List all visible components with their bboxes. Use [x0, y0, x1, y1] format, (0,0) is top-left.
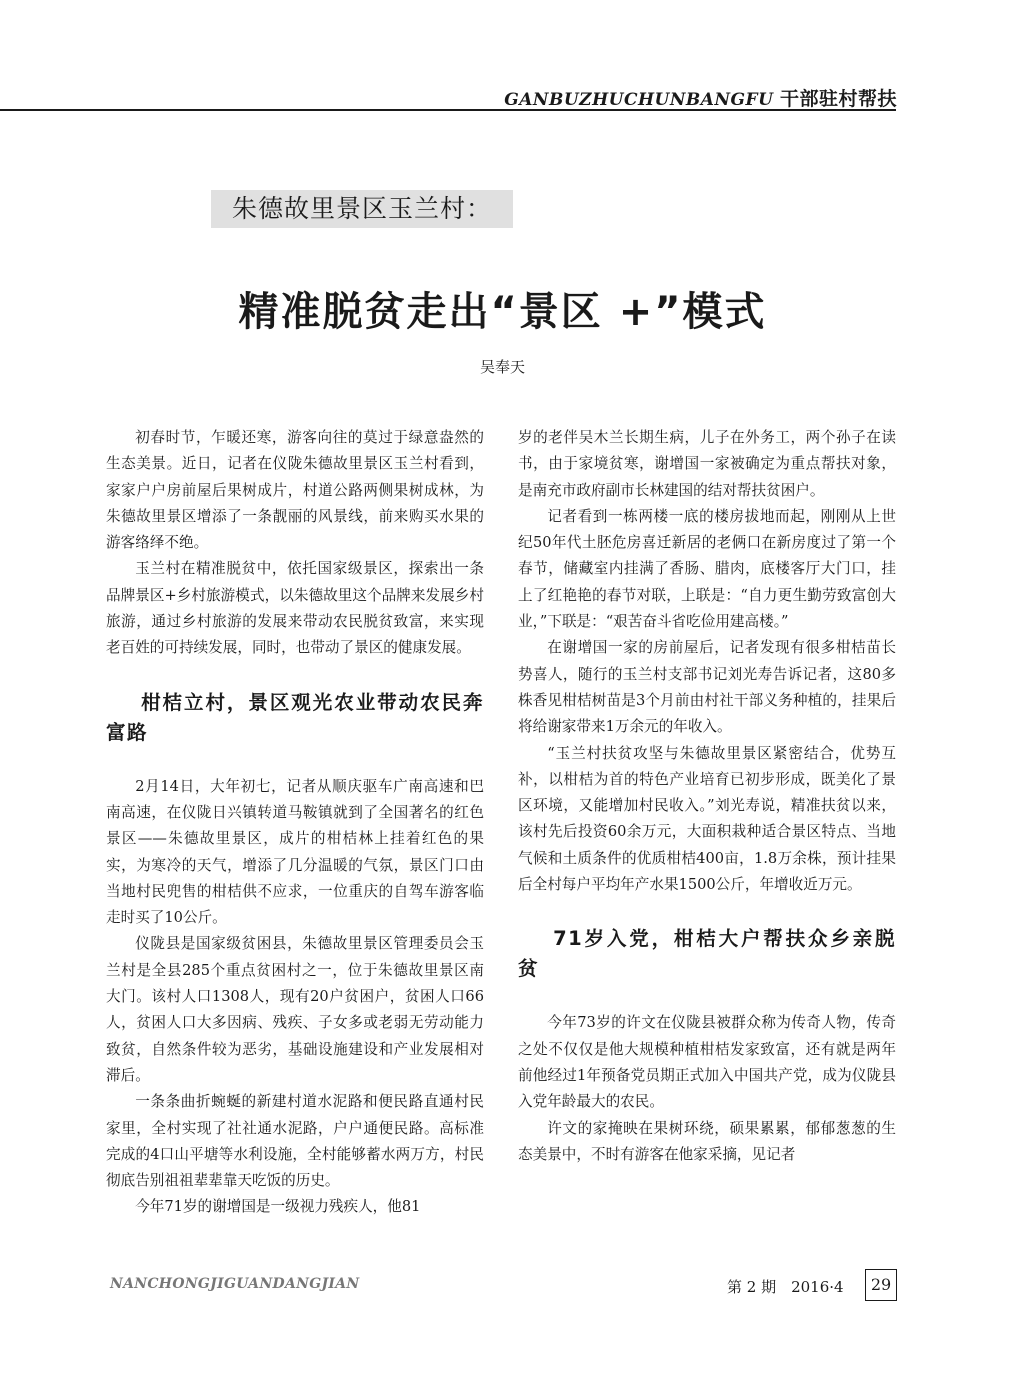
header-latin: GANBUZHUCHUNBANGFU — [504, 90, 774, 110]
section-heading: 柑桔立村，景区观光农业带动农民奔富路 — [106, 690, 484, 744]
footer-journal: NANCHONGJIGUANDANGJIAN — [110, 1276, 360, 1292]
paragraph: 在谢增国一家的房前屋后，记者发现有很多柑桔苗长势喜人，随行的玉兰村支部书记刘光寿告诉记者，这80多株香见柑桔树苗是3个月前由村社干部义务种植的，挂果后将给谢家带来1万余元的年收入。 — [518, 639, 896, 736]
article-title: 精准脱贫走出“景区 +”模式 — [238, 289, 767, 335]
paragraph: 记者看到一栋两楼一底的楼房拔地而起，刚刚从上世纪50年代土胚危房喜迁新居的老俩口在新房度过了第一个春节，储藏室内挂满了香肠、腊肉，底楼客厅大门口，挂上了红艳艳的春节对联，上联是：“自力更生勤劳致富创大业，”下联是：“艰苦奋斗省吃俭用建高楼。” — [518, 507, 896, 631]
paragraph: 初春时节，乍暖还寒，游客向往的莫过于绿意盎然的生态美景。近日，记者在仪陇朱德故里景区玉兰村看到，家家户户房前屋后果树成片，村道公路两侧果树成林，为朱德故里景区增添了一条靓丽的风景线，前来购买水果的游客络绎不绝。 — [106, 429, 484, 552]
paragraph: 岁的老伴吴木兰长期生病，儿子在外务工，两个孙子在读书，由于家境贫寒，谢增国一家被确定为重点帮扶对象，是南充市政府副市长林建国的结对帮扶贫困户。 — [518, 429, 896, 499]
paragraph: 仪陇县是国家级贫困县，朱德故里景区管理委员会玉兰村是全县285个重点贫困村之一，位于朱德故里景区南大门。该村人口1308人，现有20户贫困户，贫困人口66人，贫困人口大多因病、残疾、子女多或老弱无劳动能力致贫，自然条件较为恶劣，基础设施建设和产业发展相对滞后。 — [106, 935, 484, 1084]
left-column — [106, 425, 484, 1221]
paragraph: 玉兰村在精准脱贫中，依托国家级景区，探索出一条品牌景区+乡村旅游模式，以朱德故里这个品牌来发展乡村旅游，通过乡村旅游的发展来带动农民脱贫致富，来实现老百姓的可持续发展，同时，也带动了景区的健康发展。 — [106, 560, 484, 657]
article-kicker: 朱德故里景区玉兰村： — [211, 190, 513, 228]
footer-issue: 第 2 期 2016·4 — [727, 1278, 844, 1296]
page-number: 29 — [865, 1269, 897, 1301]
paragraph: 许文的家掩映在果树环绕，硕果累累，郁郁葱葱的生态美景中，不时有游客在他家采摘，见记者 — [518, 1119, 896, 1163]
paragraph: 今年71岁的谢增国是一级视力残疾人，他81 — [135, 1198, 421, 1216]
header-section: 干部驻村帮扶 — [779, 88, 897, 110]
paragraph: “玉兰村扶贫攻坚与朱德故里景区紧密结合，优势互补，以柑桔为首的特色产业培育已初步形成，既美化了景区环境，又能增加村民收入。”刘光寿说，精准扶贫以来，该村先后投资60余万元，大面积栽种适合景区特点、当地气候和土质条件的优质柑桔400亩，1.8万余株，预计挂果后全村每户平均年产水果1500公斤，年增收近万元。 — [518, 744, 896, 894]
paragraph: 今年73岁的许文在仪陇县被群众称为传奇人物，传奇之处不仅仅是他大规模种植柑桔发家致富，还有就是两年前他经过1年预备党员期正式加入中国共产党，成为仪陇县入党年龄最大的农民。 — [518, 1014, 896, 1111]
paragraph: 一条条曲折蜿蜒的新建村道水泥路和便民路直通村民家里，全村实现了社社通水泥路，户户通便民路。高标准完成的4口山平塘等水利设施，全村能够蓄水两万方，村民彻底告别祖祖辈辈靠天吃饭的历史。 — [106, 1093, 484, 1190]
section-heading: 71岁入党，柑桔大户帮扶众乡亲脱贫 — [518, 927, 896, 981]
running-header — [504, 84, 897, 111]
paragraph: 2月14日，大年初七，记者从顺庆驱车广南高速和巴南高速，在仪陇日兴镇转道马鞍镇就到了全国著名的红色景区——朱德故里景区，成片的柑桔林上挂着红色的果实，为寒冷的天气，增添了几分温暖的气氛，景区门口由当地村民兜售的柑桔供不应求，一位重庆的自驾车游客临走时买了10公斤。 — [106, 777, 484, 927]
right-column — [518, 425, 896, 1168]
article-author: 吴奉天 — [479, 358, 525, 376]
